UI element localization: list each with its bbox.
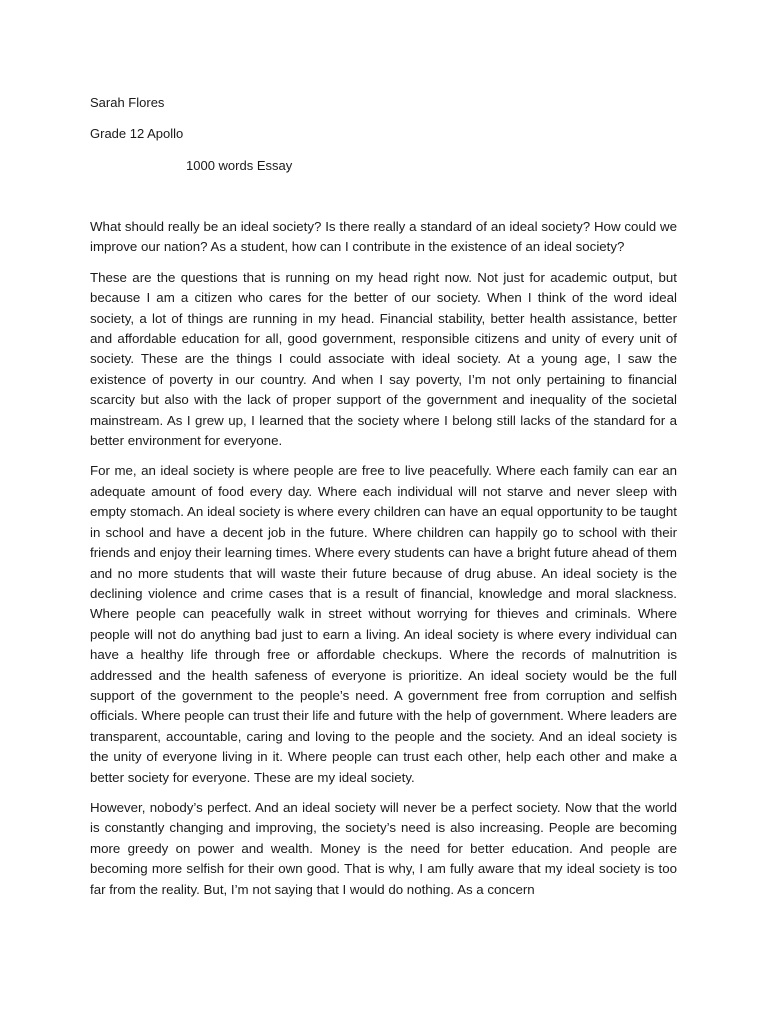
paragraph-questions-context: These are the questions that is running on my head right now. Not just for academic output, but because I am a citizen who cares for the better of our society. When I think of the word ideal society, a lot of things are running in my head. Financial stability, better health assistance, better and affordable education for all, good government, responsible citizens and unity of every unit of society. These are the things I could associate with ideal society. At a young age, I saw the existence of poverty in our country. And when I say poverty, I’m not only pertaining to financial scarcity but also with the lack of proper support of the government and inequality of the societal mainstream. As I grew up, I learned that the society where I belong still lacks of the standard for a better environment for everyone. (90, 269, 677, 449)
author-name: Sarah Flores (90, 95, 165, 110)
paragraph-ideal-society: For me, an ideal society is where people are free to live peacefully. Where each family can ear an adequate amount of food every day. Where each individual will not starve and never sleep with empty stomach. An ideal society is where every children can have an equal opportunity to be taught in school and have a decent job in the future. Where children can happily go to school with their friends and enjoy their learning times. Where every students can have a bright future ahead of them and no more students that will waste their future because of drug abuse. An ideal society is the declining violence and crime cases that is a result of financial, knowledge and moral slackness. Where people can peacefully walk in street without worrying for thieves and criminals. Where people will not do anything bad just to earn a living. An ideal society is where every individual can have a healthy life through free or affordable checkups. Where the records of malnutrition is addressed and the health safeness of everyone is prioritize. An ideal society would be the full support of the government to the people’s need. A government free from corruption and selfish officials. Where people can trust their life and future with the help of government. Where leaders are transparent, accountable, caring and loving to the people and the society. And an ideal society is the unity of everyone living in it. Where people can trust each other, help each other and make a better society for everyone. These are my ideal society. (90, 463, 677, 785)
grade-section: Grade 12 Apollo (90, 126, 184, 141)
paragraph-intro-questions: What should really be an ideal society? Is there really a standard of an ideal society? How could we improve our nation? As a student, how can I contribute in the existence of an ideal society? (90, 219, 677, 255)
essay-body (90, 217, 677, 910)
paragraph-reality: However, nobody’s perfect. And an ideal society will never be a perfect society. Now that the world is constantly changing and improving, the society’s need is also increasing. People are becoming more greedy on power and wealth. Money is the need for better education. And people are becoming more selfish for their own good. That is why, I am fully aware that my ideal society is too far from the reality. But, I’m not saying that I would do nothing. As a concern (90, 799, 677, 897)
essay-title: 1000 words Essay (186, 158, 293, 173)
